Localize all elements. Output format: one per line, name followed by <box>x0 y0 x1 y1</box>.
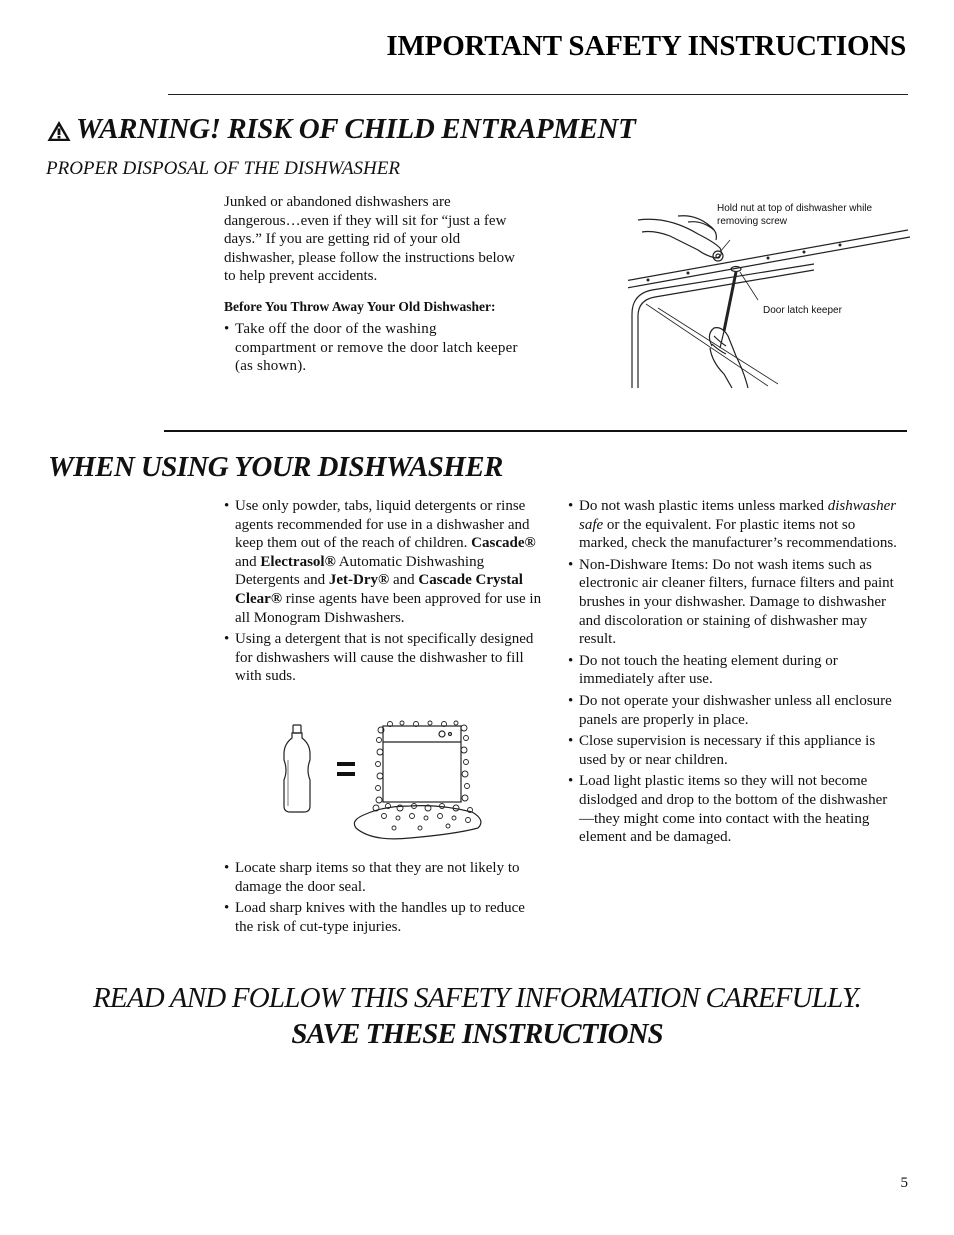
page-header-title: IMPORTANT SAFETY INSTRUCTIONS <box>386 30 906 62</box>
list-item: • Using a detergent that is not specifically designed for dishwashers will cause the dishwasher to fill with suds. <box>224 630 544 686</box>
list-item: • Use only powder, tabs, liquid detergents or rinse agents recommended for use in a dishwasher and keep them out of the reach of children. Cascade® and Electrasol® Automatic Dishwashing Detergents and Jet-Dry® and Cascade Crystal Clear® rinse agents have been approved for use in all Monogram Dishwashers. <box>224 497 544 627</box>
list-item: • Load sharp knives with the handles up to reduce the risk of cut-type injuries. <box>224 899 544 936</box>
list-item: • Load light plastic items so they will not become dislodged and drop to the bottom of the dishwasher—they might come into contact with the heating element and be damaged. <box>568 772 900 846</box>
list-item: • Do not touch the heating element during or immediately after use. <box>568 652 900 689</box>
detergent-suds-illustration <box>280 720 485 850</box>
warning-heading-text: WARNING! RISK OF CHILD ENTRAPMENT <box>76 113 636 145</box>
list-item: • Do not operate your dishwasher unless all enclosure panels are properly in place. <box>568 692 900 729</box>
page-number: 5 <box>900 1175 908 1191</box>
list-item: • Locate sharp items so that they are not likely to damage the door seal. <box>224 859 544 896</box>
figure-label-hold-nut: Hold nut at top of dishwasher while removing screw <box>717 203 873 227</box>
section-divider <box>164 430 907 432</box>
list-item: • Close supervision is necessary if this appliance is used by or near children. <box>568 732 900 769</box>
before-throw-away-list <box>224 320 519 379</box>
using-list-left <box>224 497 544 689</box>
brand-name: Cascade® <box>471 535 536 552</box>
footer-save-instructions: SAVE THESE INSTRUCTIONS <box>291 1018 663 1050</box>
warning-triangle-icon <box>46 119 72 143</box>
list-item: • Do not wash plastic items unless marked dishwasher safe or the equivalent. For plastic items not so marked, check the manufacturer’s recommendations. <box>568 497 900 553</box>
list-item: • Non-Dishware Items: Do not wash items such as electronic air cleaner filters, furnace filters and paint brushes in your dishwasher. Damage to dishwasher and discoloration or staining of dishwasher may result. <box>568 556 900 649</box>
brand-name: Jet-Dry® <box>328 572 390 589</box>
list-item: • Take off the door of the washing compartment or remove the door latch keeper (as shown). <box>224 320 519 376</box>
figure-label-door-latch-keeper: Door latch keeper <box>763 305 842 316</box>
footer-read-and-follow: READ AND FOLLOW THIS SAFETY INFORMATION CAREFULLY. <box>93 982 861 1014</box>
brand-name: Electrasol® <box>260 553 336 570</box>
warning-heading <box>46 113 635 146</box>
dishwasher-safe-term: dishwasher safe <box>579 498 897 533</box>
header-divider <box>168 94 908 95</box>
brand-name: Cascade Crystal Clear® <box>235 572 523 607</box>
disposal-intro: Junked or abandoned dishwashers are dangerous…even if they will sit for “just a few days.” If you are getting rid of your old dishwasher, please follow the instructions below to help prevent accidents. <box>224 194 516 285</box>
using-list-left-continued <box>224 859 544 939</box>
before-throw-away-title: Before You Throw Away Your Old Dishwasher: <box>224 299 496 314</box>
using-heading: WHEN USING YOUR DISHWASHER <box>48 451 503 483</box>
using-list-right <box>568 497 900 850</box>
disposal-subheading: PROPER DISPOSAL OF THE DISHWASHER <box>46 158 400 179</box>
